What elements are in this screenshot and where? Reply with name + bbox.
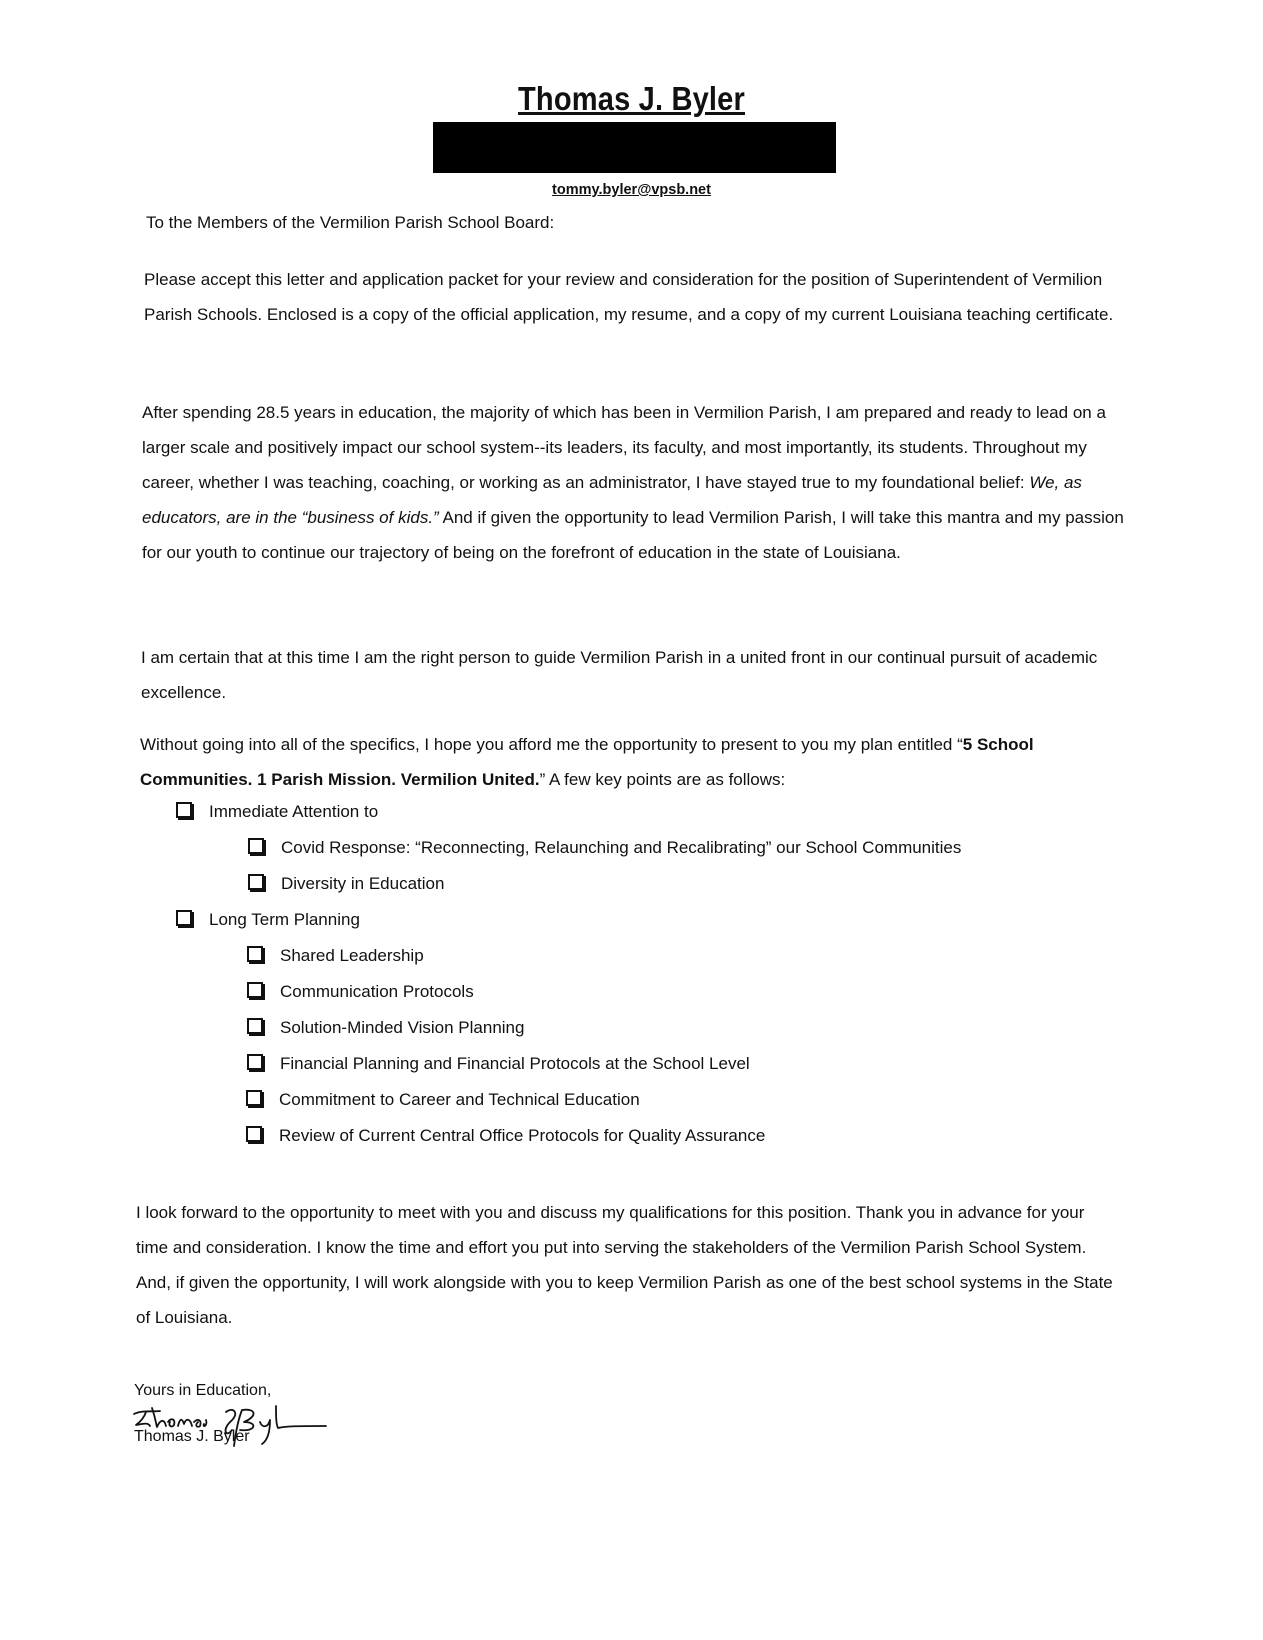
plan-title: 5 School Communities. 1 Parish Mission. Vermilion United. [140, 735, 1034, 789]
checkbox-icon [247, 1018, 263, 1034]
paragraph-experience-end: And if given the opportunity to lead Vermilion Parish, I will take this mantra and my passion for our youth to continue our trajectory of being on the forefront of education in the state of Louisiana. [142, 508, 1124, 562]
salutation: To the Members of the Vermilion Parish School Board: [146, 213, 555, 232]
checkbox-icon [247, 1054, 263, 1070]
list-item [176, 910, 360, 930]
checkbox-icon [176, 802, 192, 818]
checkbox-icon [247, 982, 263, 998]
list-item [246, 1090, 640, 1110]
list-group-label: Immediate Attention to [209, 802, 379, 821]
list-group-label: Long Term Planning [209, 910, 360, 929]
list-item-label: Financial Planning and Financial Protocols at the School Level [280, 1054, 750, 1073]
foundational-belief: We, as educators, are in the “business of kids.” [142, 473, 1082, 527]
list-item-label: Diversity in Education [281, 874, 445, 893]
paragraph-plan-text: Without going into all of the specifics, I hope you afford me the opportunity to present to you my plan entitled “ [140, 735, 963, 754]
checkbox-icon [176, 910, 192, 926]
list-item [176, 802, 378, 822]
paragraph-experience-text: After spending 28.5 years in education, the majority of which has been in Vermilion Parish, I am prepared and ready to lead on a larger scale and positively impact our school system--its leaders, its faculty, and most importantly, its students. Throughout my career, whether I was teaching, coaching, or working as an administrator, I have stayed true to my foundational belief: [142, 403, 1106, 492]
list-item-label: Review of Current Central Office Protocols for Quality Assurance [279, 1126, 766, 1145]
list-item-label: Shared Leadership [280, 946, 424, 965]
redacted-contact-block [433, 122, 836, 173]
list-item [247, 1018, 524, 1038]
list-item-label: Commitment to Career and Technical Education [279, 1090, 640, 1109]
checkbox-icon [246, 1090, 262, 1106]
list-item [247, 946, 424, 966]
list-item [247, 1054, 750, 1074]
letterhead-name: Thomas J. Byler [518, 80, 745, 117]
list-item [248, 838, 961, 858]
checkbox-icon [247, 946, 263, 962]
paragraph-closing: I look forward to the opportunity to meet with you and discuss my qualifications for this position. Thank you in advance for your time and consideration. I know the time and effort you put into serving the stakeholders of the Vermilion Parish School System. And, if given the opportunity, I will work alongside with you to keep Vermilion Parish as one of the best school systems in the State of Louisiana. [136, 1203, 1113, 1327]
letterhead-email: tommy.byler@vpsb.net [552, 182, 711, 198]
paragraph-experience [142, 395, 1124, 570]
checkbox-icon [248, 874, 264, 890]
list-item [246, 1126, 765, 1146]
list-item [248, 874, 444, 894]
list-item-label: Solution-Minded Vision Planning [280, 1018, 525, 1037]
checkbox-icon [248, 838, 264, 854]
checkbox-icon [246, 1126, 262, 1142]
valediction: Yours in Education, [134, 1382, 272, 1399]
paragraph-application: Please accept this letter and application packet for your review and consideration for the position of Superintendent of Vermilion Parish Schools. Enclosed is a copy of the official application, my resume, and a copy of my current Louisiana teaching certificate. [144, 270, 1114, 324]
list-item-label: Covid Response: “Reconnecting, Relaunching and Recalibrating” our School Communities [281, 838, 962, 857]
signature-name: Thomas J. Byler [134, 1428, 250, 1445]
paragraph-plan [140, 727, 1122, 797]
list-item-label: Communication Protocols [280, 982, 474, 1001]
list-item [247, 982, 474, 1002]
paragraph-plan-end: ” A few key points are as follows: [539, 770, 786, 789]
paragraph-certainty: I am certain that at this time I am the right person to guide Vermilion Parish in a united front in our continual pursuit of academic excellence. [141, 648, 1098, 702]
